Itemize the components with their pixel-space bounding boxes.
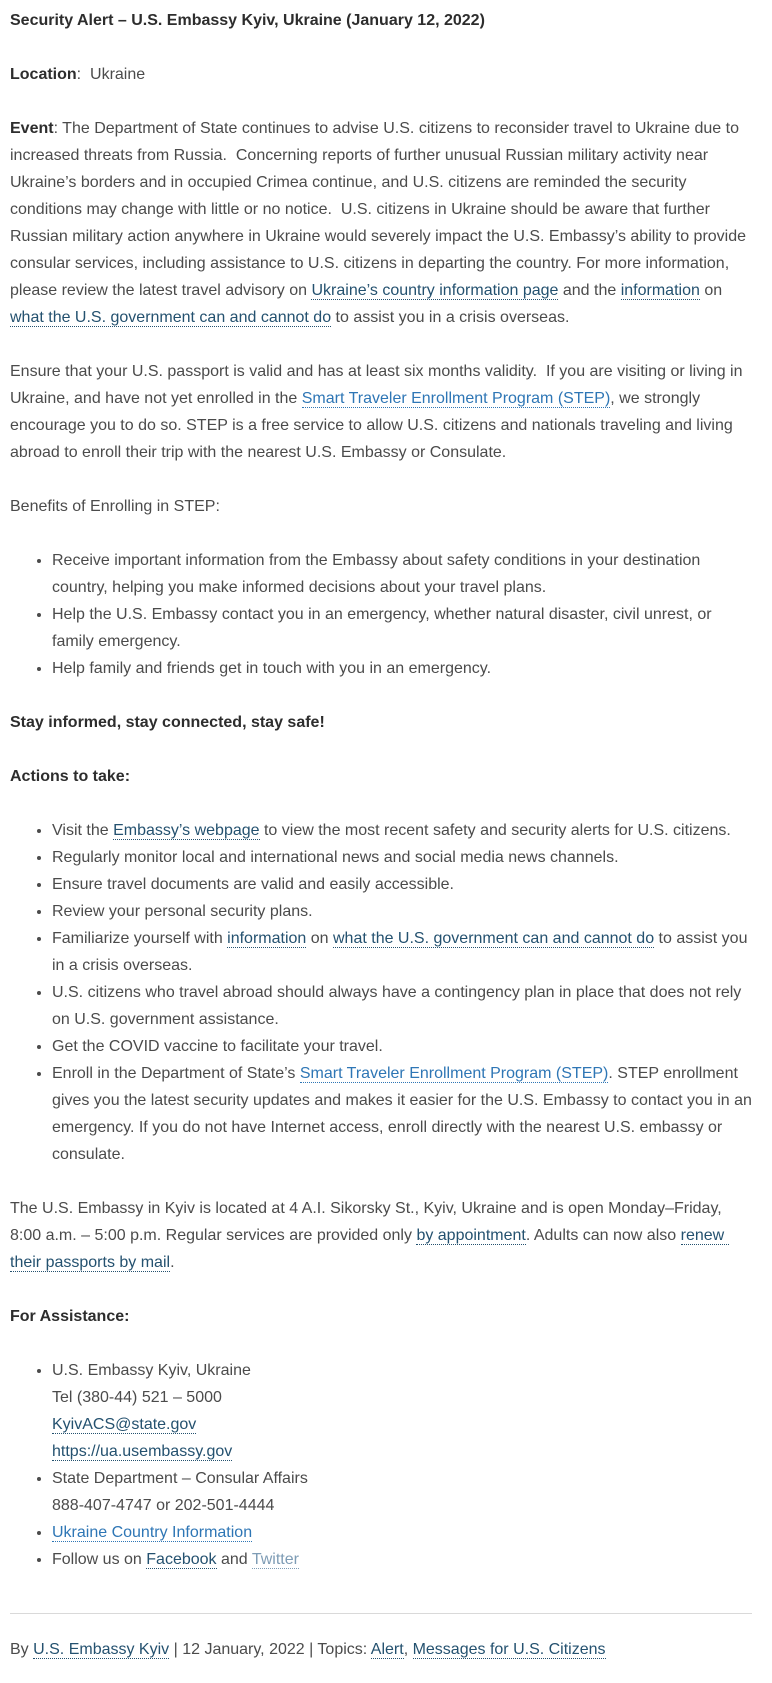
benefits-list bbox=[10, 547, 752, 682]
stay-informed-text: Stay informed, stay connected, stay safe! bbox=[10, 714, 325, 731]
action-text: Enroll in the Department of State’s bbox=[52, 1065, 300, 1082]
action-text: Familiarize yourself with bbox=[52, 930, 228, 947]
embassy-location-paragraph bbox=[10, 1195, 752, 1276]
benefits-heading-text: Benefits of Enrolling in STEP: bbox=[10, 498, 220, 515]
actions-heading-text: Actions to take: bbox=[10, 768, 131, 785]
action-text: to assist you in a crisis overseas. bbox=[52, 930, 752, 974]
action-text: on bbox=[306, 930, 333, 947]
event-text-4: to assist you in a crisis overseas. bbox=[331, 309, 570, 326]
link-ukraine-country-information-page[interactable]: Ukraine’s country information page bbox=[311, 282, 559, 299]
step-paragraph bbox=[10, 358, 752, 466]
list-item bbox=[52, 655, 752, 682]
follow-us-text-1: Follow us on bbox=[52, 1551, 147, 1568]
list-item bbox=[52, 1519, 752, 1546]
list-item bbox=[52, 898, 752, 925]
link-smart-traveler-enrollment-program-2[interactable]: Smart Traveler Enrollment Program (STEP) bbox=[299, 1065, 609, 1082]
action-text: Visit the bbox=[52, 822, 114, 839]
list-item bbox=[52, 601, 752, 655]
list-item bbox=[52, 871, 752, 898]
assistance-heading-text: For Assistance: bbox=[10, 1308, 130, 1325]
event-text-1: : The Department of State continues to advise U.S. citizens to reconsider travel to Ukraine due to increased threats from Russia. Concerning reports of further unusual Russian military activity near Ukraine’s borders and in occupied Crimea continue, and U.S. citizens are reminded the security conditions may change with little or no notice. U.S. citizens in Ukraine should be aware that further Russian military action anywhere in Ukraine would severely impact the U.S. Embassy’s ability to provide consular services, including assistance to U.S. citizens in departing the country. For more information, please review the latest travel advisory on bbox=[10, 120, 751, 299]
event-label: Event bbox=[10, 120, 54, 137]
assistance-embassy-tel: Tel (380-44) 521 – 5000 bbox=[52, 1389, 222, 1406]
actions-list bbox=[10, 817, 757, 1168]
event-text-3: on bbox=[699, 282, 727, 299]
embassy-location-text-3: . bbox=[170, 1254, 175, 1271]
action-text: Regularly monitor local and international news and social media news channels. bbox=[52, 849, 619, 866]
assistance-list bbox=[10, 1357, 752, 1573]
location-line bbox=[10, 61, 752, 88]
link-us-embassy-kyiv[interactable]: U.S. Embassy Kyiv bbox=[33, 1641, 170, 1658]
link-kyivacs-email[interactable]: KyivACS@state.gov bbox=[52, 1416, 197, 1433]
link-ukraine-country-information[interactable]: Ukraine Country Information bbox=[52, 1524, 253, 1541]
byline-by: By bbox=[10, 1641, 34, 1658]
benefit-item-text: Help the U.S. Embassy contact you in an emergency, whether natural disaster, civil unrest, or family emergency. bbox=[52, 606, 717, 650]
benefit-item-text: Help family and friends get in touch with you in an emergency. bbox=[52, 660, 492, 677]
list-item bbox=[52, 1465, 752, 1519]
list-item bbox=[52, 817, 752, 844]
link-embassys-webpage[interactable]: Embassy’s webpage bbox=[113, 822, 260, 839]
assistance-heading bbox=[10, 1303, 752, 1330]
link-facebook[interactable]: Facebook bbox=[146, 1551, 217, 1568]
step-text-1: Ensure that your U.S. passport is valid and has at least six months validity. If you are visiting or living in Ukraine, and have not yet enrolled in the bbox=[10, 363, 747, 407]
byline bbox=[10, 1636, 752, 1663]
link-by-appointment[interactable]: by appointment bbox=[416, 1227, 526, 1244]
follow-us-text-2: and bbox=[216, 1551, 252, 1568]
link-information-2[interactable]: information bbox=[227, 930, 307, 947]
link-smart-traveler-enrollment-program[interactable]: Smart Traveler Enrollment Program (STEP) bbox=[301, 390, 611, 407]
action-text: . STEP enrollment gives you the latest security updates and makes it easier for the U.S. Embassy to contact you in an emergency. If you do not have Internet access, enroll directly with the nearest U.S. embassy or consulate. bbox=[52, 1065, 757, 1163]
byline-date-topics: | 12 January, 2022 | Topics: bbox=[169, 1641, 371, 1658]
link-renew-passports-by-mail[interactable]: renew their passports by mail bbox=[10, 1227, 729, 1271]
assistance-embassy-name: U.S. Embassy Kyiv, Ukraine bbox=[52, 1362, 251, 1379]
byline-separator: , bbox=[403, 1641, 413, 1658]
actions-heading bbox=[10, 763, 752, 790]
link-what-us-government-can-and-cannot-do[interactable]: what the U.S. government can and cannot do bbox=[10, 309, 332, 326]
benefit-item-text: Receive important information from the Embassy about safety conditions in your destination country, helping you make informed decisions about your travel plans. bbox=[52, 552, 705, 596]
action-text: to view the most recent safety and security alerts for U.S. citizens. bbox=[259, 822, 731, 839]
location-value: : Ukraine bbox=[76, 66, 146, 83]
assistance-state-dept: State Department – Consular Affairs bbox=[52, 1470, 308, 1487]
page-title-text: Security Alert – U.S. Embassy Kyiv, Ukraine (January 12, 2022) bbox=[10, 12, 485, 29]
action-text: Get the COVID vaccine to facilitate your travel. bbox=[52, 1038, 383, 1055]
list-item bbox=[52, 1060, 757, 1168]
link-information[interactable]: information bbox=[620, 282, 700, 299]
link-ua-usembassy-gov[interactable]: https://ua.usembassy.gov bbox=[52, 1443, 233, 1460]
list-item bbox=[52, 547, 752, 601]
location-label: Location bbox=[10, 66, 77, 83]
action-text: Review your personal security plans. bbox=[52, 903, 313, 920]
step-text-2: , we strongly encourage you to do so. STEP is a free service to allow U.S. citizens and nationals traveling and living abroad to enroll their trip with the nearest U.S. Embassy or Consulate. bbox=[10, 390, 738, 461]
list-item bbox=[52, 844, 752, 871]
list-item bbox=[52, 979, 752, 1033]
list-item bbox=[52, 1357, 752, 1465]
embassy-location-text-1: The U.S. Embassy in Kyiv is located at 4 A.I. Sikorsky St., Kyiv, Ukraine and is open Monday–Friday, 8:00 a.m. – 5:00 p.m. Regular services are provided only bbox=[10, 1200, 727, 1244]
event-text-2: and the bbox=[558, 282, 621, 299]
page-title bbox=[10, 7, 752, 34]
link-what-us-government-can-and-cannot-do-2[interactable]: what the U.S. government can and cannot do bbox=[333, 930, 655, 947]
alert-article bbox=[10, 7, 757, 1663]
action-text: Ensure travel documents are valid and easily accessible. bbox=[52, 876, 454, 893]
link-topic-messages-for-us-citizens[interactable]: Messages for U.S. Citizens bbox=[412, 1641, 606, 1658]
list-item bbox=[52, 1546, 752, 1573]
link-topic-alert[interactable]: Alert bbox=[370, 1641, 404, 1658]
benefits-heading bbox=[10, 493, 752, 520]
link-twitter[interactable]: Twitter bbox=[251, 1551, 299, 1568]
action-text: U.S. citizens who travel abroad should always have a contingency plan in place that does not rely on U.S. government assistance. bbox=[52, 984, 746, 1028]
stay-informed-line bbox=[10, 709, 752, 736]
footer-divider bbox=[10, 1613, 752, 1614]
embassy-location-text-2: . Adults can now also bbox=[525, 1227, 681, 1244]
assistance-state-dept-tel: 888-407-4747 or 202-501-4444 bbox=[52, 1497, 275, 1514]
list-item bbox=[52, 925, 752, 979]
event-paragraph bbox=[10, 115, 752, 331]
list-item bbox=[52, 1033, 752, 1060]
